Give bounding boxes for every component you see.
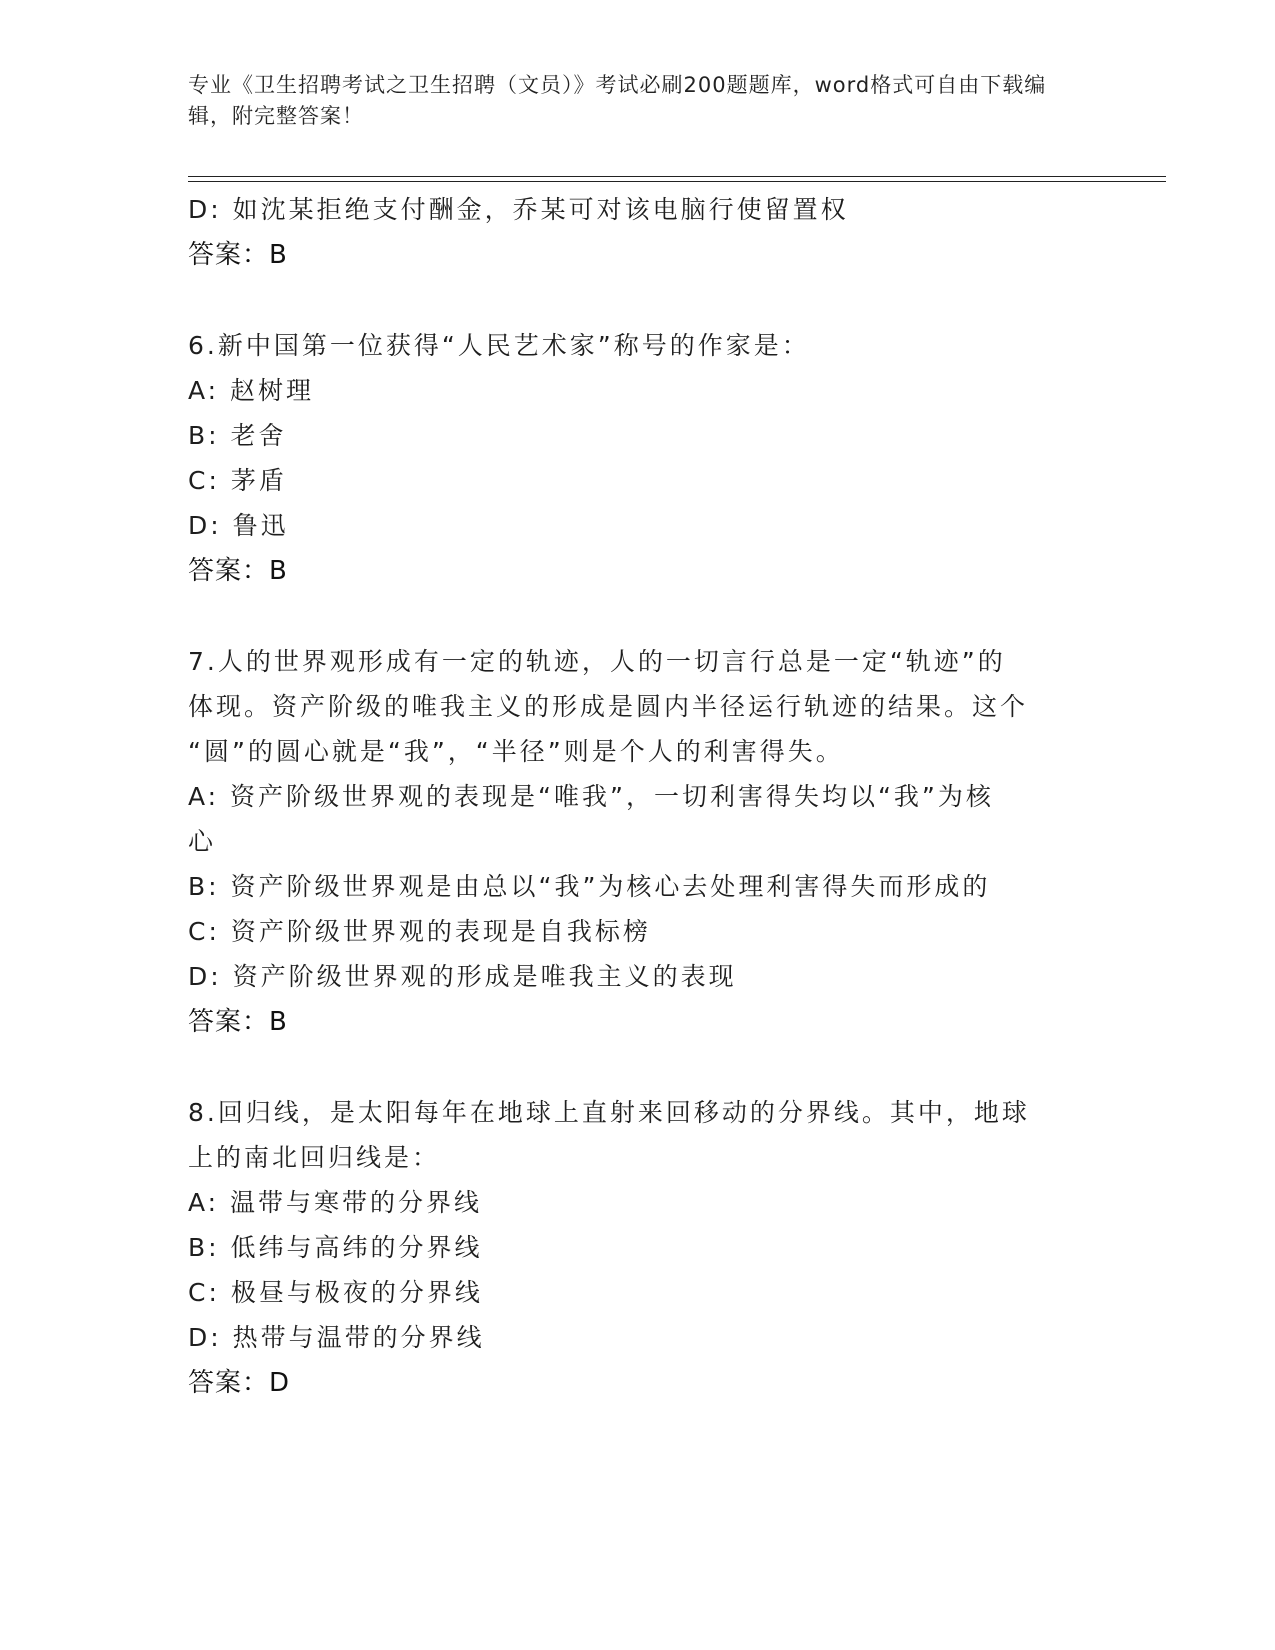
spacer	[188, 1045, 1088, 1090]
header-rule-bottom	[188, 181, 1166, 182]
option-text: 资产阶级世界观的表现是“唯我”，一切利害得失均以“我”为核	[230, 782, 994, 811]
header-rule-top	[188, 176, 1166, 177]
document-body	[188, 187, 1088, 1406]
option-label: D:	[188, 962, 222, 991]
answer-line: 答案：B	[188, 240, 288, 270]
option-d	[188, 954, 1088, 999]
question-stem: 6.新中国第一位获得“人民艺术家”称号的作家是：	[188, 331, 810, 360]
option-text: 老舍	[230, 421, 287, 450]
option-label: B:	[188, 421, 220, 450]
question-6	[188, 323, 1088, 594]
option-c	[188, 909, 1088, 954]
question-stem-line: 上的南北回归线是：	[188, 1143, 441, 1172]
option-d	[188, 1315, 1088, 1360]
answer-line: 答案：B	[188, 1007, 288, 1037]
option-text: 茅盾	[230, 466, 287, 495]
question-5-tail	[188, 187, 1088, 278]
option-text: 赵树理	[230, 376, 315, 405]
option-text: 如沈某拒绝支付酬金，乔某可对该电脑行使留置权	[232, 195, 849, 224]
question-stem-line: 体现。资产阶级的唯我主义的形成是圆内半径运行轨迹的结果。这个	[188, 692, 1029, 721]
option-a	[188, 368, 1088, 413]
option-label: D:	[188, 511, 222, 540]
option-text: 资产阶级世界观的表现是自我标榜	[230, 917, 651, 946]
option-c	[188, 1270, 1088, 1315]
option-label: B:	[188, 872, 220, 901]
spacer	[188, 278, 1088, 323]
option-b	[188, 864, 1088, 909]
option-text: 鲁迅	[232, 511, 289, 540]
question-stem-line: 8.回归线，是太阳每年在地球上直射来回移动的分界线。其中，地球	[188, 1098, 1030, 1127]
option-label: C:	[188, 466, 220, 495]
question-8	[188, 1090, 1088, 1406]
option-label: A:	[188, 376, 220, 405]
answer-line: 答案：D	[188, 1368, 291, 1398]
option-text: 温带与寒带的分界线	[230, 1188, 483, 1217]
option-label: D:	[188, 1323, 222, 1352]
option-label: B:	[188, 1233, 220, 1262]
option-text: 极昼与极夜的分界线	[230, 1278, 483, 1307]
option-label: A:	[188, 1188, 220, 1217]
option-b	[188, 1225, 1088, 1270]
answer-line: 答案：B	[188, 556, 288, 586]
option-text: 热带与温带的分界线	[232, 1323, 485, 1352]
option-label: D:	[188, 195, 222, 224]
document-header: 专业《卫生招聘考试之卫生招聘（文员）》考试必刷200题题库，word格式可自由下载编辑，附完整答案！	[188, 73, 1047, 128]
option-d	[188, 503, 1088, 548]
option-b	[188, 413, 1088, 458]
option-label: C:	[188, 1278, 220, 1307]
option-d	[188, 187, 1088, 232]
option-label: A:	[188, 782, 220, 811]
question-stem-line: 7.人的世界观形成有一定的轨迹，人的一切言行总是一定“轨迹”的	[188, 647, 1006, 676]
option-label: C:	[188, 917, 220, 946]
option-a	[188, 1180, 1088, 1225]
question-7	[188, 639, 1088, 1045]
option-text: 资产阶级世界观是由总以“我”为核心去处理利害得失而形成的	[230, 872, 991, 901]
spacer	[188, 594, 1088, 639]
option-a	[188, 774, 1088, 819]
question-stem-line: “圆”的圆心就是“我”，“半径”则是个人的利害得失。	[188, 737, 844, 766]
option-text: 低纬与高纬的分界线	[230, 1233, 483, 1262]
option-text: 资产阶级世界观的形成是唯我主义的表现	[232, 962, 737, 991]
option-c	[188, 458, 1088, 503]
option-a-continuation: 心	[188, 827, 217, 856]
